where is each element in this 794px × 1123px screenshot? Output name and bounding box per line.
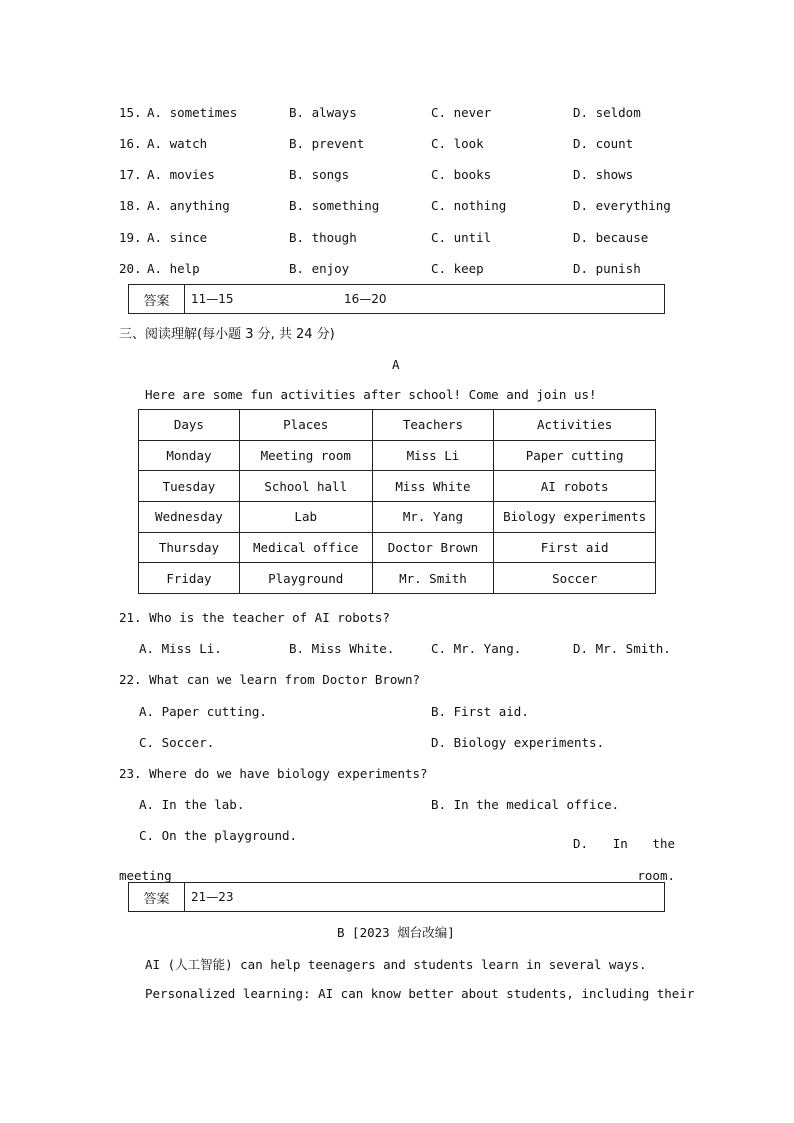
option-a: A. watch [147,136,208,151]
option-b: B. something [289,198,380,213]
q22-option-b: B. First aid. [431,704,529,719]
question-number: 18. [119,198,142,213]
q22-option-c: C. Soccer. [139,735,215,750]
table-cell: Meeting room [239,440,372,471]
question-number: 17. [119,167,142,182]
table-row [139,502,656,533]
table-header-cell: Activities [494,410,656,441]
activity-schedule-table [138,409,656,594]
option-b: B. prevent [289,136,365,151]
answer-box-21-23 [128,882,665,912]
table-row [139,440,656,471]
option-row-18 [119,198,719,216]
table-cell: Soccer [494,563,656,594]
table-cell: Miss Li [372,440,494,471]
option-row-16 [119,136,719,154]
question-number: 20. [119,261,142,276]
q21-option-a: A. Miss Li. [139,641,222,656]
table-cell: Friday [139,563,240,594]
option-d: D. shows [573,167,634,182]
option-a: A. help [147,261,200,276]
table-cell: Monday [139,440,240,471]
table-cell: School hall [239,471,372,502]
option-b: B. songs [289,167,350,182]
table-cell: Mr. Smith [372,563,494,594]
table-header-cell: Places [239,410,372,441]
answer-label: 答案 [129,883,185,911]
q22-option-a: A. Paper cutting. [139,704,267,719]
q23-option-a: A. In the lab. [139,797,245,812]
option-b: B. though [289,230,357,245]
table-header-cell: Teachers [372,410,494,441]
option-b: B. always [289,105,357,120]
option-c: C. look [431,136,484,151]
option-row-19 [119,230,719,248]
option-a: A. sometimes [147,105,238,120]
question-21-stem: 21. Who is the teacher of AI robots? [119,610,390,625]
table-header-cell: Days [139,410,240,441]
question-number: 19. [119,230,142,245]
table-cell: Mr. Yang [372,502,494,533]
option-c: C. never [431,105,492,120]
table-row [139,563,656,594]
table-cell: Playground [239,563,372,594]
option-b: B. enjoy [289,261,350,276]
table-cell: Thursday [139,532,240,563]
option-row-17 [119,167,719,185]
table-cell: Tuesday [139,471,240,502]
table-row [139,471,656,502]
table-cell: Medical office [239,532,372,563]
answer-box-11-20 [128,284,665,314]
passage-b-line-2: Personalized learning: AI can know better about students, including their [145,986,695,1001]
question-number: 15. [119,105,142,120]
option-c: C. until [431,230,492,245]
answer-range-21-23: 21—23 [191,890,234,904]
table-cell: First aid [494,532,656,563]
option-d: D. seldom [573,105,641,120]
table-header-row [139,410,656,441]
answer-range-11-15: 11—15 [191,292,234,306]
option-c: C. keep [431,261,484,276]
question-number: 16. [119,136,142,151]
table-cell: AI robots [494,471,656,502]
option-a: A. anything [147,198,230,213]
passage-b-line-1: AI (人工智能) can help teenagers and students learn in several ways. [145,957,647,972]
q21-option-c: C. Mr. Yang. [431,641,522,656]
q21-option-b: B. Miss White. [289,641,395,656]
option-row-20 [119,261,719,279]
question-23-stem: 23. Where do we have biology experiments? [119,766,428,781]
q23-option-c: C. On the playground. [139,828,298,843]
option-d: D. punish [573,261,641,276]
option-a: A. movies [147,167,215,182]
option-d: D. count [573,136,634,151]
option-d: D. because [573,230,649,245]
q23-option-b: B. In the medical office. [431,797,620,812]
option-c: C. books [431,167,492,182]
answer-label: 答案 [129,285,185,313]
option-d: D. everything [573,198,671,213]
table-row [139,532,656,563]
option-a: A. since [147,230,208,245]
table-cell: Paper cutting [494,440,656,471]
table-cell: Miss White [372,471,494,502]
table-cell: Biology experiments [494,502,656,533]
option-c: C. nothing [431,198,507,213]
q21-option-d: D. Mr. Smith. [573,641,671,656]
q23-option-d: D. In the meeting room. [119,836,675,883]
section-heading: 三、阅读理解(每小题 3 分, 共 24 分) [119,327,335,342]
option-row-15 [119,105,719,123]
table-cell: Wednesday [139,502,240,533]
q22-option-d: D. Biology experiments. [431,735,605,750]
passage-b-title: B [2023 烟台改编] [337,925,455,940]
passage-a-intro: Here are some fun activities after school! Come and join us! [145,387,597,402]
question-22-stem: 22. What can we learn from Doctor Brown? [119,672,421,687]
answer-range-16-20: 16—20 [344,292,387,306]
table-cell: Lab [239,502,372,533]
passage-a-title: A [392,357,400,372]
table-cell: Doctor Brown [372,532,494,563]
